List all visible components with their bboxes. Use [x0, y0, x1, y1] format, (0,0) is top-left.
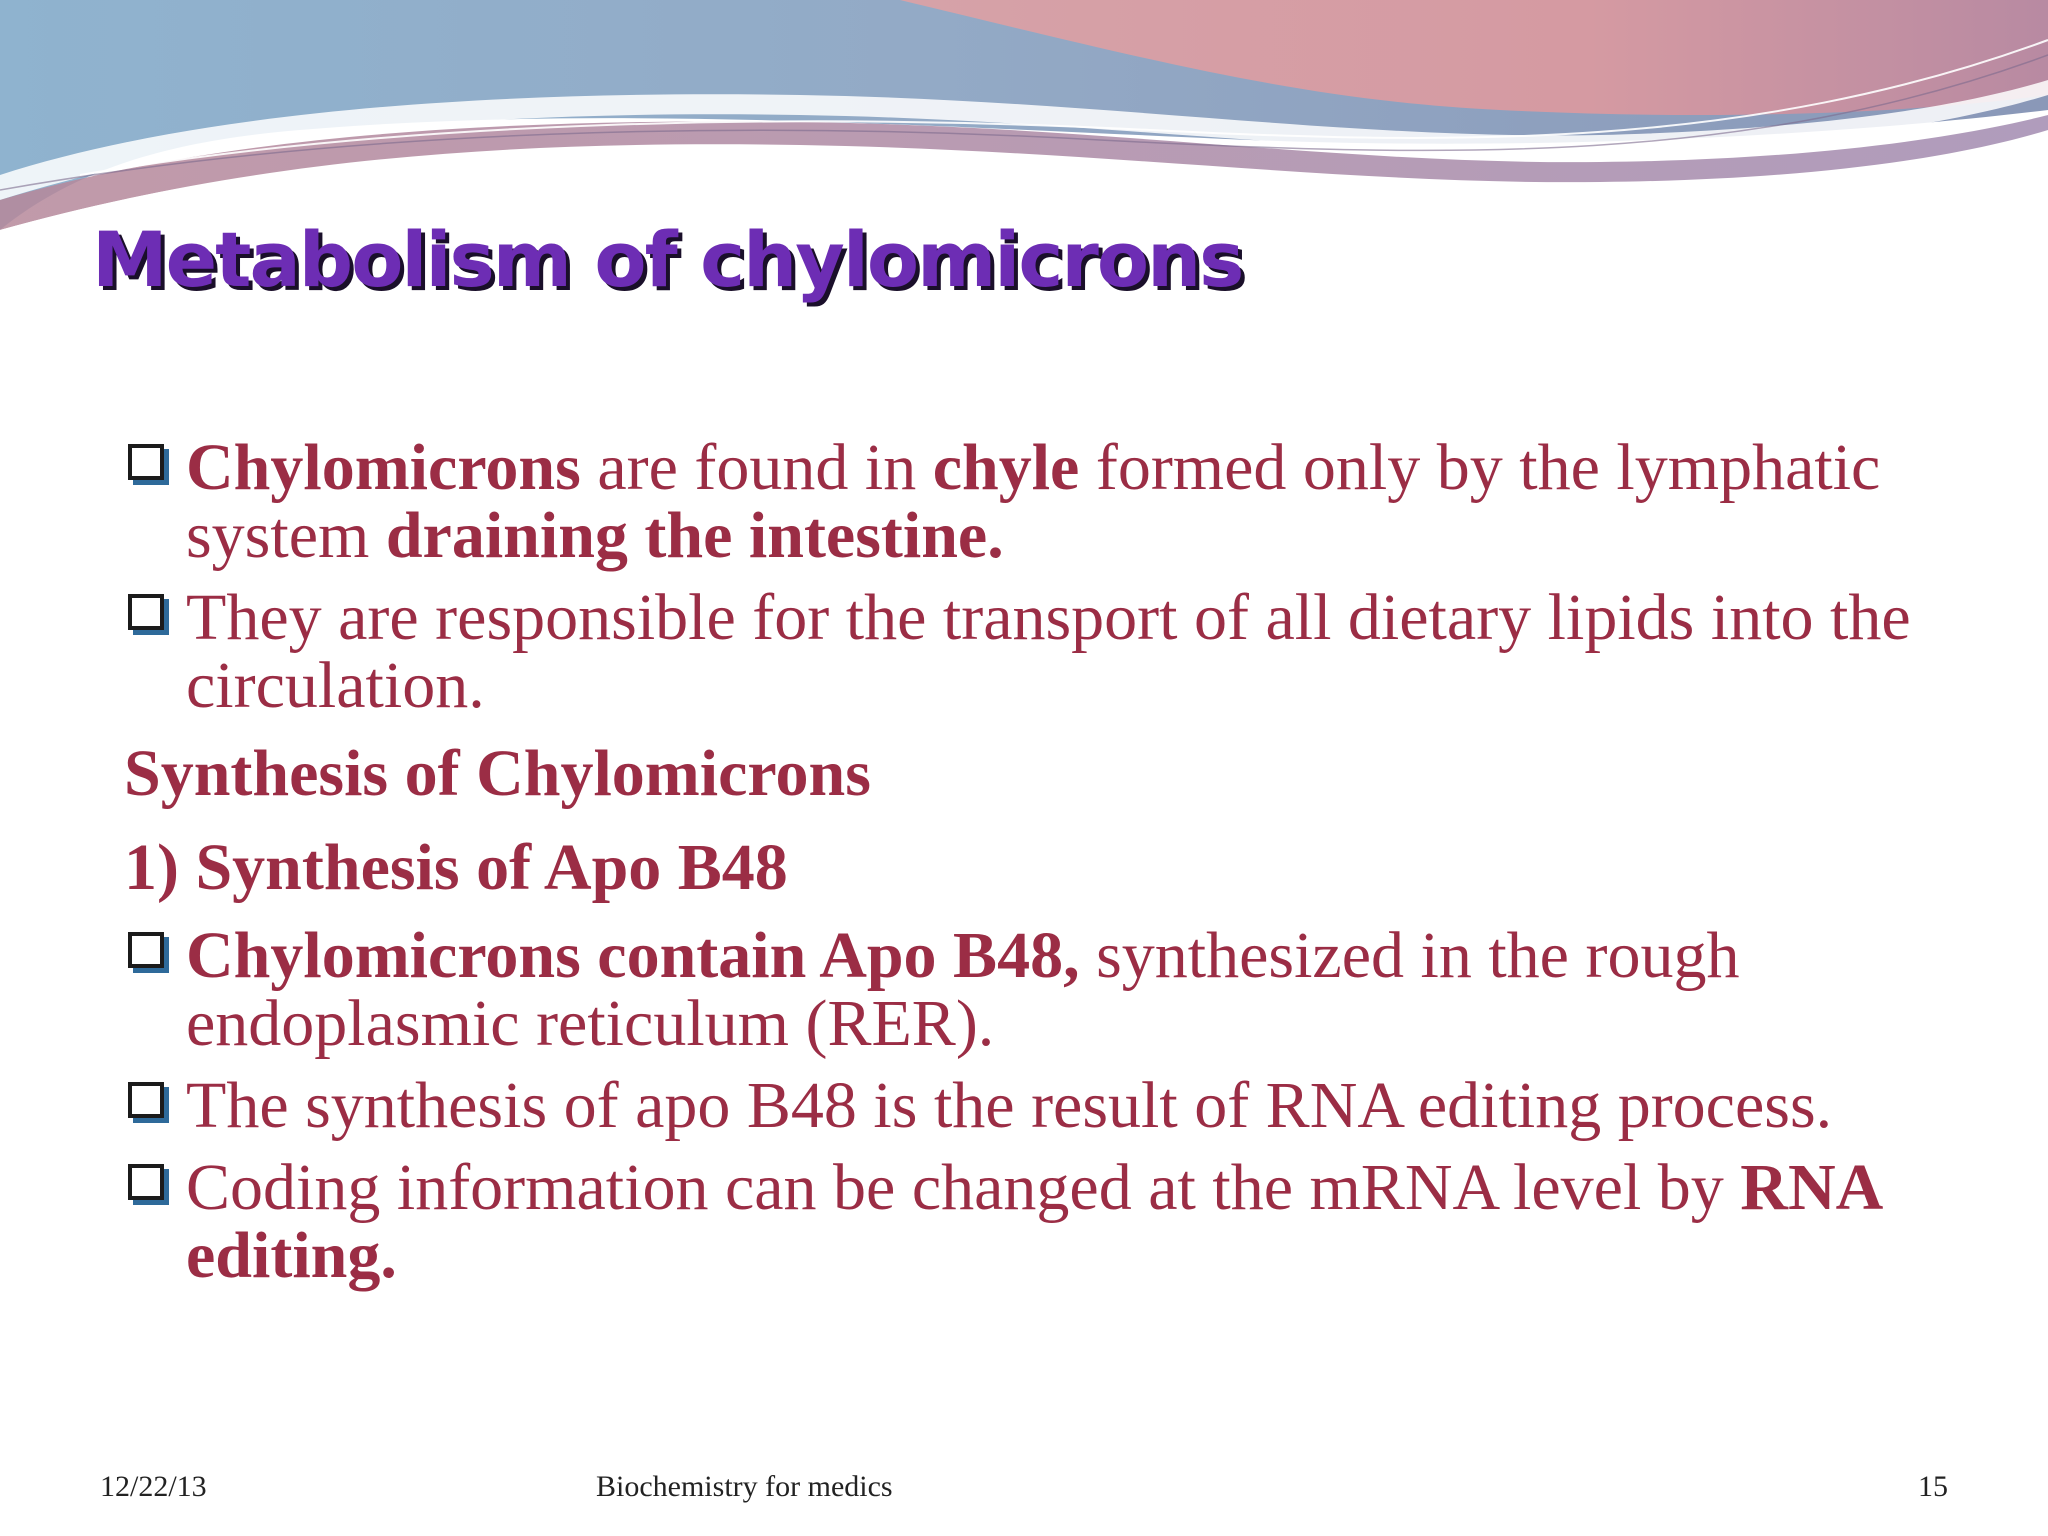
- slide-title: Metabolism of chylomicrons: [92, 215, 1243, 304]
- decorative-wave-banner: [0, 0, 2048, 240]
- section-heading-synthesis: Synthesis of Chylomicrons: [124, 737, 871, 810]
- bullet-item-transport-lipids: They are responsible for the transport of all dietary lipids into the circulation.: [124, 584, 1984, 720]
- bullet-item-apo-b48-rer: Chylomicrons contain Apo B48, synthesized in the rough endoplasmic reticulum (RER).: [124, 922, 1984, 1058]
- bullet-item-chylomicrons-found: Chylomicrons are found in chyle formed only by the lymphatic system draining the intestine.: [124, 434, 1984, 570]
- hollow-square-bullet-icon: [128, 594, 164, 630]
- slide-body: [124, 431, 1984, 1304]
- footer-date: 12/22/13: [100, 1470, 207, 1503]
- bullet-item-rna-editing-result: The synthesis of apo B48 is the result of RNA editing process.: [124, 1072, 1984, 1140]
- hollow-square-bullet-icon: [128, 1082, 164, 1118]
- sub-heading-apo-b48: 1) Synthesis of Apo B48: [124, 831, 788, 904]
- hollow-square-bullet-icon: [128, 932, 164, 968]
- hollow-square-bullet-icon: [128, 1164, 164, 1200]
- hollow-square-bullet-icon: [128, 444, 164, 480]
- bullet-item-coding-information: Coding information can be changed at the mRNA level by RNA editing.: [124, 1154, 1984, 1290]
- footer-course-title: Biochemistry for medics: [596, 1470, 893, 1503]
- footer-page-number: 15: [1918, 1470, 1948, 1503]
